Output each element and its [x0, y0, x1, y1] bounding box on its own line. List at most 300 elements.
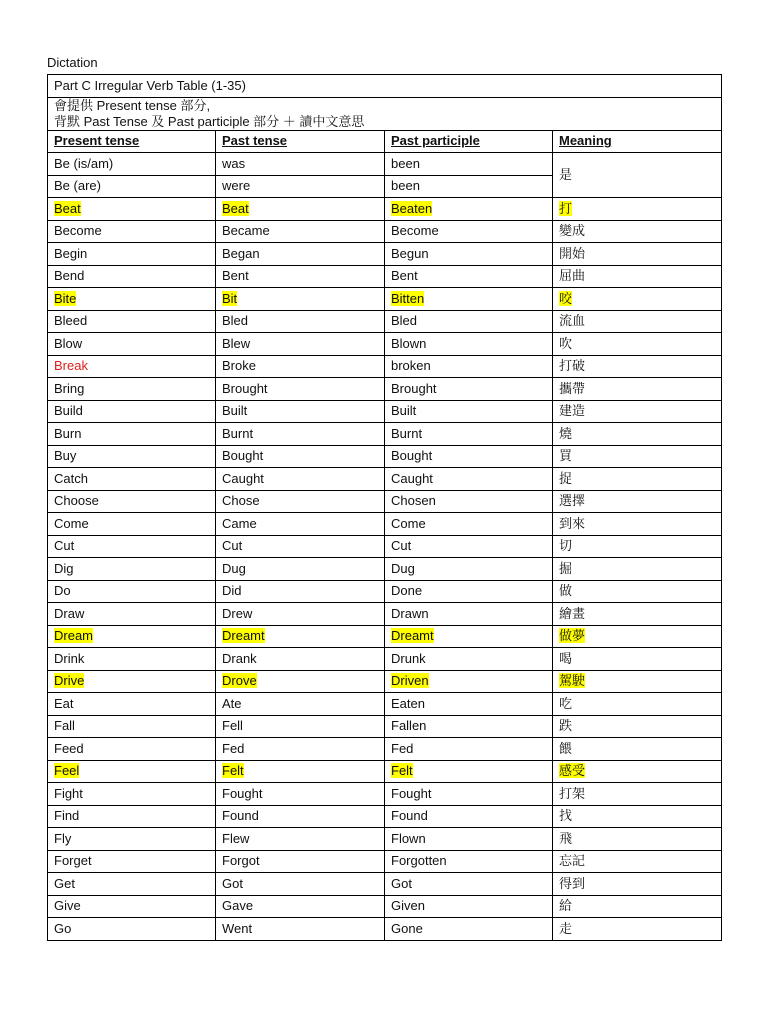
past-text: Bought	[222, 448, 264, 464]
past-text: Fed	[222, 740, 245, 756]
meaning-cell	[553, 220, 722, 243]
past-cell	[216, 400, 385, 423]
table-row	[48, 333, 722, 356]
present-cell	[48, 895, 216, 918]
participle-cell	[385, 355, 553, 378]
meaning-cell	[553, 648, 722, 671]
meaning-cell	[553, 625, 722, 648]
past-text: Ate	[222, 695, 242, 711]
participle-text: Found	[391, 808, 428, 824]
table-row	[48, 288, 722, 311]
past-cell	[216, 828, 385, 851]
past-cell	[216, 760, 385, 783]
present-text: Forget	[54, 853, 92, 869]
meaning-cell	[553, 783, 722, 806]
participle-cell	[385, 445, 553, 468]
meaning-cell	[553, 760, 722, 783]
participle-cell	[385, 850, 553, 873]
present-cell	[48, 423, 216, 446]
past-cell	[216, 445, 385, 468]
present-cell	[48, 288, 216, 311]
present-text: Come	[54, 515, 89, 531]
meaning-text: 切	[559, 538, 573, 554]
participle-text: Built	[391, 403, 417, 419]
past-text: Came	[222, 515, 257, 531]
past-text: Broke	[222, 358, 256, 374]
present-cell	[48, 783, 216, 806]
present-text: Give	[54, 898, 81, 914]
table-title: Part C Irregular Verb Table (1-35)	[48, 75, 722, 98]
meaning-cell	[553, 265, 722, 288]
present-cell	[48, 445, 216, 468]
participle-text: Flown	[391, 830, 426, 846]
present-text: Beat	[54, 200, 81, 216]
present-cell	[48, 715, 216, 738]
meaning-text: 得到	[559, 875, 586, 891]
present-text: Fight	[54, 785, 83, 801]
past-text: Caught	[222, 470, 264, 486]
present-cell	[48, 580, 216, 603]
past-text: Beat	[222, 200, 249, 216]
past-text: Chose	[222, 493, 260, 509]
past-cell	[216, 783, 385, 806]
table-row	[48, 400, 722, 423]
past-text: Flew	[222, 830, 250, 846]
table-row	[48, 805, 722, 828]
table-row	[48, 648, 722, 671]
present-cell	[48, 333, 216, 356]
past-cell	[216, 198, 385, 221]
present-cell	[48, 220, 216, 243]
participle-cell	[385, 265, 553, 288]
meaning-text: 燒	[559, 425, 573, 441]
participle-text: Done	[391, 583, 423, 599]
meaning-text: 走	[559, 920, 573, 936]
table-row	[48, 895, 722, 918]
past-text: Bit	[222, 290, 238, 306]
table-row	[48, 243, 722, 266]
meaning-text: 喝	[559, 650, 573, 666]
past-cell	[216, 693, 385, 716]
present-text: Dream	[54, 628, 94, 644]
past-cell	[216, 805, 385, 828]
irregular-verb-table	[47, 74, 722, 941]
present-text: Become	[54, 223, 102, 239]
participle-text: Fed	[391, 740, 414, 756]
participle-text: Beaten	[391, 200, 433, 216]
past-cell	[216, 670, 385, 693]
table-row	[48, 468, 722, 491]
table-row	[48, 535, 722, 558]
meaning-cell	[553, 513, 722, 536]
meaning-text: 開始	[559, 245, 586, 261]
present-cell	[48, 760, 216, 783]
participle-text: Dreamt	[391, 628, 434, 644]
table-row	[48, 445, 722, 468]
meaning-cell	[553, 400, 722, 423]
meaning-text: 掘	[559, 560, 573, 576]
present-cell	[48, 693, 216, 716]
present-cell	[48, 535, 216, 558]
past-text: Found	[222, 808, 259, 824]
participle-cell	[385, 895, 553, 918]
participle-cell	[385, 693, 553, 716]
past-cell	[216, 468, 385, 491]
present-text: Find	[54, 808, 80, 824]
past-text: Built	[222, 403, 248, 419]
present-cell	[48, 265, 216, 288]
participle-text: Bought	[391, 448, 433, 464]
participle-cell	[385, 828, 553, 851]
present-cell	[48, 243, 216, 266]
column-header-past: Past tense	[216, 130, 385, 153]
meaning-cell	[553, 243, 722, 266]
past-text: Felt	[222, 763, 244, 779]
present-text: Bend	[54, 268, 85, 284]
meaning-text: 流血	[559, 313, 586, 329]
present-text: Get	[54, 875, 75, 891]
past-text: Drank	[222, 650, 257, 666]
participle-cell	[385, 310, 553, 333]
document-heading: Dictation	[47, 55, 98, 70]
participle-cell	[385, 513, 553, 536]
participle-cell	[385, 288, 553, 311]
participle-text: Felt	[391, 763, 413, 779]
past-text: Did	[222, 583, 242, 599]
meaning-text: 屈曲	[559, 268, 586, 284]
table-row	[48, 220, 722, 243]
meaning-text: 餵	[559, 740, 573, 756]
participle-text: Forgotten	[391, 853, 447, 869]
present-cell	[48, 513, 216, 536]
present-text: Build	[54, 403, 83, 419]
participle-cell	[385, 220, 553, 243]
past-text: Began	[222, 245, 260, 261]
participle-text: Brought	[391, 380, 437, 396]
participle-text: Blown	[391, 335, 427, 351]
present-text: Do	[54, 583, 71, 599]
present-text: Feed	[54, 740, 84, 756]
meaning-cell	[553, 670, 722, 693]
table-row	[48, 198, 722, 221]
present-text: Go	[54, 920, 72, 936]
past-text: Fell	[222, 718, 243, 734]
participle-text: Gone	[391, 920, 423, 936]
present-cell	[48, 828, 216, 851]
present-cell	[48, 603, 216, 626]
participle-cell	[385, 558, 553, 581]
meaning-cell	[553, 715, 722, 738]
past-text: Fought	[222, 785, 263, 801]
table-row	[48, 153, 722, 176]
present-cell	[48, 873, 216, 896]
present-cell: Be (are)	[48, 175, 216, 198]
past-cell	[216, 378, 385, 401]
meaning-cell	[553, 805, 722, 828]
participle-text: Bitten	[391, 290, 425, 306]
meaning-cell	[553, 693, 722, 716]
past-cell	[216, 535, 385, 558]
present-text: Break	[54, 358, 88, 374]
meaning-cell	[553, 850, 722, 873]
meaning-cell	[553, 423, 722, 446]
present-text: Fall	[54, 718, 75, 734]
participle-cell: been	[385, 153, 553, 176]
participle-cell	[385, 783, 553, 806]
past-text: Bent	[222, 268, 249, 284]
participle-cell	[385, 918, 553, 941]
past-cell	[216, 310, 385, 333]
participle-cell	[385, 580, 553, 603]
table-row	[48, 918, 722, 941]
present-text: Feel	[54, 763, 80, 779]
meaning-text: 吹	[559, 335, 573, 351]
meaning-text: 找	[559, 808, 573, 824]
participle-text: Got	[391, 875, 412, 891]
meaning-cell	[553, 490, 722, 513]
past-cell	[216, 895, 385, 918]
table-row	[48, 513, 722, 536]
participle-text: Become	[391, 223, 439, 239]
table-row	[48, 693, 722, 716]
present-text: Blow	[54, 335, 83, 351]
meaning-text: 打	[559, 200, 573, 216]
meaning-cell	[553, 738, 722, 761]
meaning-cell	[553, 828, 722, 851]
present-text: Cut	[54, 538, 75, 554]
participle-text: Fallen	[391, 718, 427, 734]
meaning-cell	[553, 468, 722, 491]
meaning-cell	[553, 445, 722, 468]
table-row	[48, 558, 722, 581]
past-text: Became	[222, 223, 270, 239]
past-text: Drove	[222, 673, 257, 689]
meaning-cell: 是	[553, 153, 722, 198]
table-row	[48, 580, 722, 603]
participle-text: Given	[391, 898, 425, 914]
past-cell: were	[216, 175, 385, 198]
meaning-text: 做夢	[559, 628, 586, 644]
present-cell	[48, 198, 216, 221]
participle-cell	[385, 378, 553, 401]
table-row	[48, 670, 722, 693]
participle-cell	[385, 243, 553, 266]
meaning-text: 駕駛	[559, 673, 586, 689]
past-cell	[216, 580, 385, 603]
participle-cell	[385, 198, 553, 221]
participle-text: broken	[391, 358, 431, 374]
present-text: Begin	[54, 245, 88, 261]
table-row	[48, 783, 722, 806]
instructions-line-2: 背默 Past Tense 及 Past participle 部分 ＋ 讀中文意思	[54, 113, 365, 129]
past-cell	[216, 850, 385, 873]
table-row	[48, 625, 722, 648]
present-cell	[48, 310, 216, 333]
present-text: Fly	[54, 830, 72, 846]
present-cell	[48, 490, 216, 513]
table-row	[48, 738, 722, 761]
present-text: Drink	[54, 650, 85, 666]
meaning-cell	[553, 558, 722, 581]
meaning-text: 打破	[559, 358, 586, 374]
past-text: Drew	[222, 605, 253, 621]
present-cell	[48, 670, 216, 693]
meaning-cell	[553, 288, 722, 311]
meaning-cell	[553, 873, 722, 896]
participle-text: Begun	[391, 245, 429, 261]
past-cell	[216, 423, 385, 446]
meaning-text: 攜帶	[559, 380, 586, 396]
participle-cell	[385, 760, 553, 783]
participle-cell	[385, 468, 553, 491]
participle-text: Driven	[391, 673, 429, 689]
participle-cell	[385, 648, 553, 671]
column-header-row	[48, 130, 722, 153]
meaning-text: 忘記	[559, 853, 586, 869]
table-row	[48, 850, 722, 873]
participle-cell	[385, 738, 553, 761]
present-cell	[48, 468, 216, 491]
instructions-line-1: 會提供 Present tense 部分,	[54, 97, 211, 113]
participle-text: Chosen	[391, 493, 436, 509]
present-text: Dig	[54, 560, 74, 576]
participle-cell	[385, 423, 553, 446]
meaning-cell	[553, 580, 722, 603]
past-cell	[216, 625, 385, 648]
present-text: Catch	[54, 470, 88, 486]
past-cell	[216, 288, 385, 311]
past-cell	[216, 243, 385, 266]
meaning-text: 買	[559, 448, 573, 464]
past-cell	[216, 355, 385, 378]
past-text: Burnt	[222, 425, 254, 441]
present-cell	[48, 738, 216, 761]
past-cell	[216, 558, 385, 581]
meaning-cell	[553, 198, 722, 221]
participle-cell	[385, 490, 553, 513]
instructions-cell	[48, 97, 722, 130]
meaning-text: 吃	[559, 695, 573, 711]
past-cell: was	[216, 153, 385, 176]
meaning-cell	[553, 310, 722, 333]
present-text: Burn	[54, 425, 82, 441]
table-row	[48, 423, 722, 446]
present-text: Buy	[54, 448, 77, 464]
table-row	[48, 310, 722, 333]
past-text: Cut	[222, 538, 243, 554]
meaning-text: 咬	[559, 290, 573, 306]
participle-text: Bent	[391, 268, 418, 284]
past-cell	[216, 738, 385, 761]
column-header-participle: Past participle	[385, 130, 553, 153]
table-row	[48, 490, 722, 513]
table-row	[48, 873, 722, 896]
participle-cell	[385, 333, 553, 356]
present-cell	[48, 558, 216, 581]
meaning-text: 感受	[559, 763, 586, 779]
meaning-cell	[553, 918, 722, 941]
past-text: Bled	[222, 313, 249, 329]
meaning-text: 飛	[559, 830, 573, 846]
past-cell	[216, 490, 385, 513]
present-text: Bleed	[54, 313, 88, 329]
column-header-present: Present tense	[48, 130, 216, 153]
participle-text: Dug	[391, 560, 415, 576]
present-cell	[48, 355, 216, 378]
participle-text: Come	[391, 515, 426, 531]
meaning-cell	[553, 333, 722, 356]
present-text: Drive	[54, 673, 85, 689]
past-text: Forgot	[222, 853, 260, 869]
table-row	[48, 355, 722, 378]
participle-text: Bled	[391, 313, 418, 329]
past-text: Went	[222, 920, 253, 936]
table-row	[48, 378, 722, 401]
meaning-cell	[553, 378, 722, 401]
table-row	[48, 828, 722, 851]
participle-cell	[385, 715, 553, 738]
present-cell	[48, 625, 216, 648]
participle-text: Drunk	[391, 650, 426, 666]
meaning-text: 變成	[559, 223, 586, 239]
present-cell: Be (is/am)	[48, 153, 216, 176]
column-header-meaning: Meaning	[553, 130, 722, 153]
past-cell	[216, 333, 385, 356]
past-text: Dug	[222, 560, 246, 576]
meaning-text: 建造	[559, 403, 586, 419]
present-text: Bring	[54, 380, 85, 396]
present-cell	[48, 378, 216, 401]
participle-cell	[385, 670, 553, 693]
past-cell	[216, 715, 385, 738]
present-text: Eat	[54, 695, 74, 711]
table-row	[48, 715, 722, 738]
past-text: Gave	[222, 898, 254, 914]
table-row	[48, 603, 722, 626]
participle-cell: been	[385, 175, 553, 198]
present-text: Choose	[54, 493, 99, 509]
participle-text: Burnt	[391, 425, 423, 441]
meaning-text: 打架	[559, 785, 586, 801]
participle-text: Caught	[391, 470, 433, 486]
instructions-row	[48, 97, 722, 130]
present-cell	[48, 850, 216, 873]
present-cell	[48, 805, 216, 828]
meaning-text: 做	[559, 583, 573, 599]
present-text: Draw	[54, 605, 85, 621]
past-cell	[216, 918, 385, 941]
participle-text: Eaten	[391, 695, 425, 711]
present-cell	[48, 400, 216, 423]
past-text: Dreamt	[222, 628, 265, 644]
table-row	[48, 265, 722, 288]
past-cell	[216, 265, 385, 288]
meaning-cell	[553, 355, 722, 378]
past-cell	[216, 873, 385, 896]
meaning-text: 選擇	[559, 493, 586, 509]
past-cell	[216, 513, 385, 536]
meaning-text: 捉	[559, 470, 573, 486]
past-cell	[216, 603, 385, 626]
participle-text: Drawn	[391, 605, 429, 621]
participle-cell	[385, 625, 553, 648]
present-cell	[48, 918, 216, 941]
past-cell	[216, 648, 385, 671]
meaning-text: 到來	[559, 515, 586, 531]
meaning-cell	[553, 603, 722, 626]
participle-cell	[385, 603, 553, 626]
participle-cell	[385, 400, 553, 423]
